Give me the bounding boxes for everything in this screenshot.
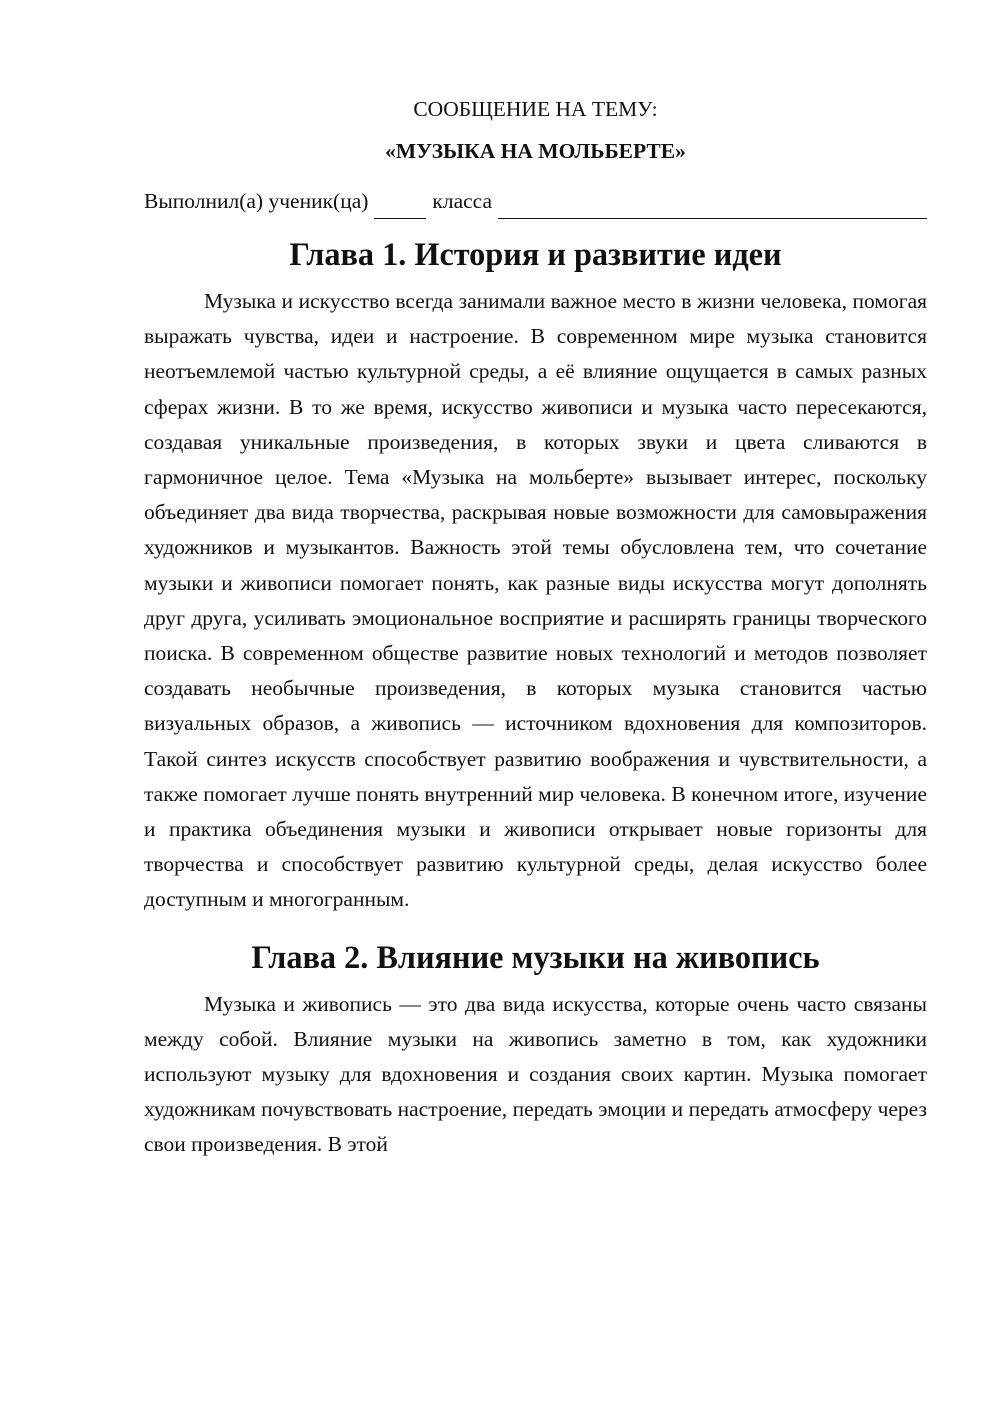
chapter-1-heading: Глава 1. История и развитие идеи (289, 236, 782, 272)
chapter-1-paragraph: Музыка и искусство всегда занимали важное место в жизни человека, помогая выражать чувства, идеи и настроение. В современном мире музыка становится неотъемлемой частью культурной среды, а её влияние ощущается в самых разных сферах жизни. В то же время, искусство живописи и музыка часто пересекаются, создавая уникальные произведения, в которых звуки и цвета сливаются в гармоничное целое. Тема «Музыка на мольберте» вызывает интерес, поскольку объединяет два вида творчества, раскрывая новые возможности для самовыражения художников и музыкантов. Важность этой темы обусловлена тем, что сочетание музыки и живописи помогает понять, как разные виды искусства могут дополнять друг друга, усиливать эмоциональное восприятие и расширять границы творческого поиска. В современном обществе развитие новых технологий и методов позволяет создавать необычные произведения, в которых музыка становится частью визуальных образов, а живопись — источником вдохновения для композиторов. Такой синтез искусств способствует развитию воображения и чувствительности, а также помогает лучше понять внутренний мир человека. В конечном итоге, изучение и практика объединения музыки и живописи открывает новые горизонты для творчества и способствует развитию культурной среды, делая искусство более доступным и многогранным. (144, 289, 927, 912)
chapter-2-paragraph: Музыка и живопись — это два вида искусства, которые очень часто связаны между собой. Влияние музыки на живопись заметно в том, как художники используют музыку для вдохновения и создания своих картин. Музыка помогает художникам почувствовать настроение, передать эмоции и передать атмосферу через свои произведения. В этой (144, 991, 927, 1157)
author-label-class: класса (432, 189, 493, 213)
student-name-blank (498, 194, 927, 219)
document-title-topic: СООБЩЕНИЕ НА ТЕМУ: (413, 97, 658, 121)
author-label-performed: Выполнил(а) ученик(ца) (144, 189, 369, 213)
class-number-blank (374, 194, 426, 219)
author-line (144, 184, 927, 219)
document-body (144, 92, 927, 1163)
document-title: «МУЗЫКА НА МОЛЬБЕРТЕ» (385, 139, 686, 163)
chapter-2-heading: Глава 2. Влияние музыки на живопись (251, 938, 820, 975)
